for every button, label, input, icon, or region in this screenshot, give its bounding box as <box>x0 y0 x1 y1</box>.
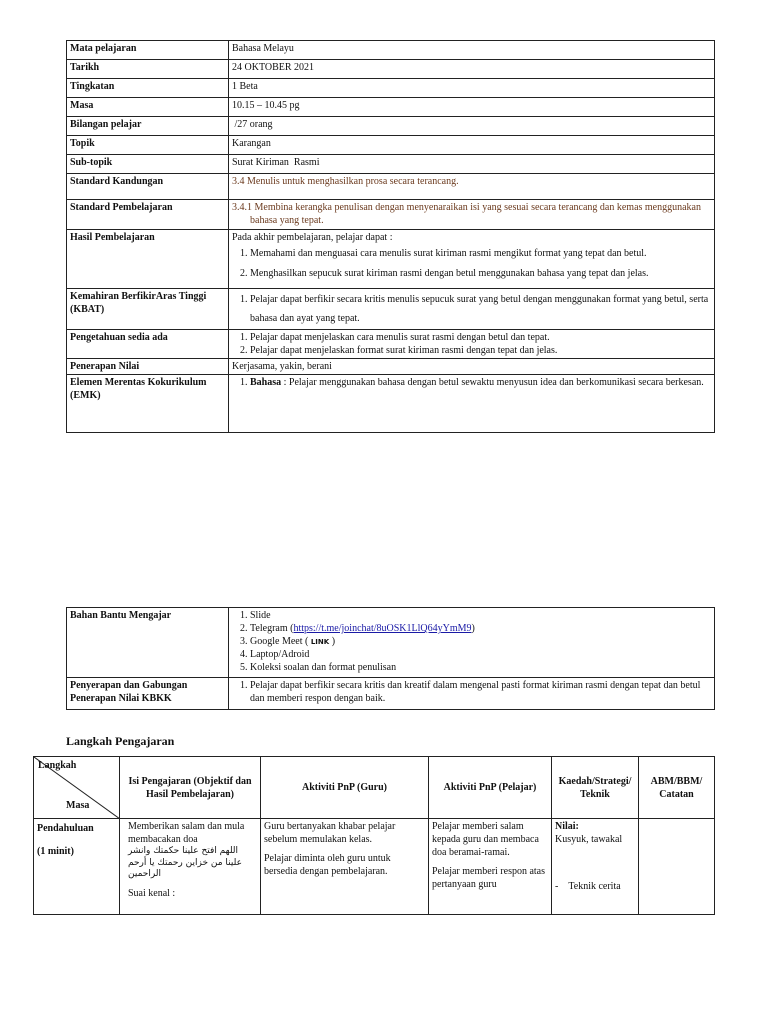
row-label: Pengetahuan sedia ada <box>67 330 229 359</box>
isi-cell <box>120 819 261 915</box>
meet-suffix: ) <box>329 636 336 647</box>
row-label: Topik <box>67 136 229 155</box>
table-row <box>67 330 715 359</box>
isi-text: Memberikan salam dan mula membacakan doa <box>128 821 245 845</box>
telegram-suffix: ) <box>471 623 475 634</box>
row-label: Penyerapan dan Gabungan Penerapan Nilai KBKK <box>67 678 229 710</box>
header-isi: Isi Pengajaran (Objektif dan Hasil Pembelajaran) <box>120 757 261 819</box>
row-label: Standard Pembelajaran <box>67 200 229 230</box>
bbm-list <box>232 609 711 674</box>
table-row <box>67 289 715 330</box>
telegram-prefix: Telegram ( <box>250 623 294 634</box>
list-item: 4. Laptop/Adroid <box>250 648 711 661</box>
row-label: Tarikh <box>67 60 229 79</box>
kaedah-value: Kusyuk, tawakal <box>555 834 623 845</box>
telegram-link[interactable]: https://t.me/joinchat/8uOSK1LlQ64yYmM9 <box>293 623 472 634</box>
row-value <box>229 230 715 289</box>
hasil-list <box>232 247 711 280</box>
header-abm: ABM/BBM/ Catatan <box>639 757 715 819</box>
kbat-list <box>232 290 711 328</box>
list-item <box>250 376 711 389</box>
emk-bold-prefix: Bahasa <box>250 377 282 388</box>
row-value: Karangan <box>229 136 715 155</box>
row-label: Sub-topik <box>67 155 229 174</box>
list-item <box>250 635 711 648</box>
bullet: - <box>555 881 559 892</box>
row-label: Penerapan Nilai <box>67 359 229 375</box>
table-row <box>67 678 715 710</box>
list-item <box>250 622 711 635</box>
table-row <box>67 41 715 60</box>
row-value: 1 Beta <box>229 79 715 98</box>
list-item: 2. Menghasilkan sepucuk surat kiriman rasmi dengan betul menggunakan bahasa yang tepat dan jelas. <box>250 267 711 280</box>
row-label: Elemen Merentas Kokurikulum (EMK) <box>67 375 229 433</box>
isi-suai-kenal: Suai kenal : <box>128 888 176 900</box>
header-guru: Aktiviti PnP (Guru) <box>261 757 429 819</box>
emk-text: : Pelajar menggunakan bahasa dengan betul sewaktu menyusun idea dan berkomunikasi secara berkesan. <box>281 377 704 388</box>
row-label: Hasil Pembelajaran <box>67 230 229 289</box>
stage-name: Pendahuluan <box>37 823 94 834</box>
table-row <box>34 819 715 915</box>
table-row <box>67 200 715 230</box>
lesson-info-table <box>66 40 715 433</box>
hasil-intro: Pada akhir pembelajaran, pelajar dapat : <box>232 232 393 243</box>
row-value <box>229 375 715 433</box>
header-masa: Masa <box>66 800 90 811</box>
emk-list <box>232 376 711 389</box>
list-item: 1. Pelajar dapat berfikir secara kritis menulis sepucuk surat yang betul dengan menggunakan format yang betul, serta bahasa dan ayat yang tepat. <box>250 290 711 328</box>
table-row <box>67 136 715 155</box>
list-item: 1. Pelajar dapat berfikir secara kritis dan kreatif dalam mengenal pasti format kiriman rasmi dengan tepat dan betul dan memberi respon dengan baik. <box>250 679 711 705</box>
row-value: Kerjasama, yakin, berani <box>229 359 715 375</box>
header-kaedah: Kaedah/Strategi/ Teknik <box>552 757 639 819</box>
table-row <box>67 98 715 117</box>
row-value: Bahasa Melayu <box>229 41 715 60</box>
pelajar-text: Pelajar memberi respon atas pertanyaan guru <box>432 866 546 890</box>
row-label: Tingkatan <box>67 79 229 98</box>
list-item: 5. Koleksi soalan dan format penulisan <box>250 661 711 674</box>
stage-cell <box>34 819 120 915</box>
pelajar-text: Pelajar memberi salam kepada guru dan membaca doa beramai-ramai. <box>432 821 539 858</box>
pelajar-cell <box>429 819 552 915</box>
isi-arabic-doa: اللهم افتح علينا حكمتك وانشر علينا من خزاين رحمتك يا أرحم الراحمين <box>128 846 242 880</box>
row-value <box>229 678 715 710</box>
row-label: Bilangan pelajar <box>67 117 229 136</box>
table-row <box>67 60 715 79</box>
kaedah-item-text: Teknik cerita <box>568 881 621 892</box>
kaedah-label: Nilai: <box>555 821 579 832</box>
table-row <box>67 155 715 174</box>
row-value: Surat Kiriman Rasmi <box>229 155 715 174</box>
table-row <box>67 230 715 289</box>
table-row <box>67 608 715 678</box>
meet-link[interactable]: LINK <box>310 638 330 646</box>
row-value <box>229 289 715 330</box>
row-value <box>229 608 715 678</box>
row-label: Kemahiran BerfikirAras Tinggi (KBAT) <box>67 289 229 330</box>
guru-text: Guru bertanyakan khabar pelajar sebelum memulakan kelas. <box>264 821 396 845</box>
list-item: 1. Pelajar dapat menjelaskan cara menulis surat rasmi dengan betul dan tepat. <box>250 331 711 344</box>
bbm-table <box>66 607 715 710</box>
guru-cell <box>261 819 429 915</box>
row-label: Bahan Bantu Mengajar <box>67 608 229 678</box>
header-pelajar: Aktiviti PnP (Pelajar) <box>429 757 552 819</box>
guru-text: Pelajar diminta oleh guru untuk bersedia dengan pembelajaran. <box>264 853 391 877</box>
table-row <box>67 375 715 433</box>
table-row <box>67 174 715 200</box>
stage-time: (1 minit) <box>37 846 74 857</box>
table-row <box>67 117 715 136</box>
table-header-row <box>34 757 715 819</box>
kaedah-item <box>555 880 635 893</box>
table-row <box>67 359 715 375</box>
pengetahuan-list <box>232 331 711 357</box>
kaedah-cell <box>552 819 639 915</box>
kbkk-list <box>232 679 711 705</box>
meet-prefix: Google Meet ( <box>250 636 311 647</box>
row-value: 24 OKTOBER 2021 <box>229 60 715 79</box>
table-row <box>67 79 715 98</box>
list-item: 1. Slide <box>250 609 711 622</box>
list-item: 1. Memahami dan menguasai cara menulis surat kiriman rasmi mengikut format yang tepat dan betul. <box>250 247 711 260</box>
row-value <box>229 330 715 359</box>
row-value <box>229 200 715 230</box>
row-value: 3.4 Menulis untuk menghasilkan prosa secara terancang. <box>229 174 715 200</box>
abm-cell <box>639 819 715 915</box>
standard-pembelajaran-text: 3.4.1 Membina kerangka penulisan dengan menyenaraikan isi yang sesuai secara terancang dan kemas menggunakan bahasa yang tepat. <box>232 202 701 226</box>
row-value: 10.15 – 10.45 pg <box>229 98 715 117</box>
section-heading: Langkah Pengajaran <box>66 734 175 748</box>
row-value: /27 orang <box>229 117 715 136</box>
row-label: Masa <box>67 98 229 117</box>
header-langkah: Langkah <box>38 760 77 771</box>
row-label: Standard Kandungan <box>67 174 229 200</box>
row-label: Mata pelajaran <box>67 41 229 60</box>
steps-table <box>33 756 715 915</box>
list-item: 2. Pelajar dapat menjelaskan format surat kiriman rasmi dengan tepat dan jelas. <box>250 344 711 357</box>
langkah-masa-header <box>34 757 120 819</box>
